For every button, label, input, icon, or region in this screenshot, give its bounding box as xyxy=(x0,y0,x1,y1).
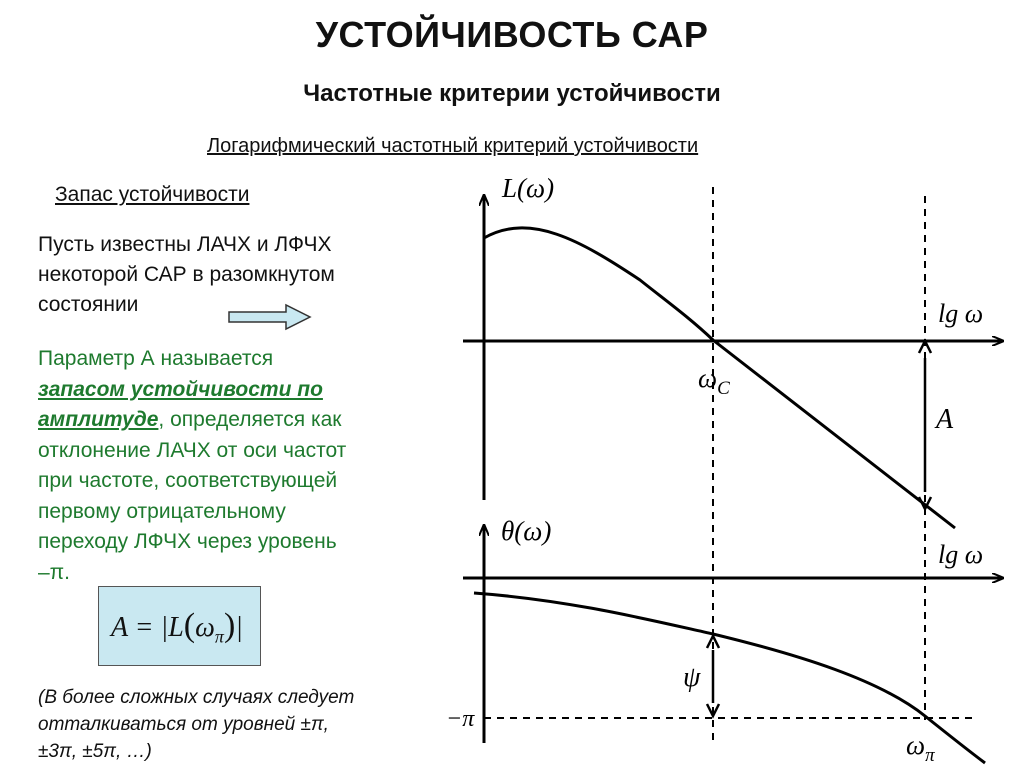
definition-term: запасом устойчивости по xyxy=(38,377,323,401)
page-subtitle: Частотные критерии устойчивости xyxy=(303,80,721,107)
definition-line: первому отрицательному xyxy=(38,499,286,523)
omega-c-subscript: C xyxy=(717,378,730,399)
a-label: A xyxy=(936,404,954,435)
minus-pi-label: −π xyxy=(446,706,475,732)
omega-pi-label xyxy=(906,730,935,766)
definition-line: отклонение ЛАЧХ от оси частот xyxy=(38,438,347,462)
criterion-heading: Логарифмический частотный критерий устойчивости xyxy=(207,135,699,157)
definition-line: переходу ЛФЧХ через уровень xyxy=(38,530,337,553)
intro-line: некоторой САР в разомкнутом xyxy=(38,263,335,286)
formula-l: L xyxy=(168,612,184,643)
theta-omega-label: θ(ω) xyxy=(501,516,552,546)
a-arrow-head-top xyxy=(919,341,931,353)
lg-omega-label-top: lg ω xyxy=(938,299,984,328)
page-title: УСТОЙЧИВОСТЬ САР xyxy=(315,14,709,55)
intro-line: состоянии xyxy=(38,293,139,316)
l-omega-label: L(ω) xyxy=(502,173,555,203)
formula-eq: = xyxy=(134,612,154,643)
stability-margin-heading: Запас устойчивости xyxy=(55,183,250,206)
formula-sub: π xyxy=(214,626,224,647)
omega-c-label xyxy=(698,363,730,399)
psi-label: ψ xyxy=(683,662,701,693)
formula: $A = |L(\omega_\pi)|$ xyxy=(111,607,243,647)
note-line: отталкиваться от уровней ±π, xyxy=(38,714,329,735)
definition-line: Параметр А называется xyxy=(38,347,274,370)
definition-line: при частоте, соответствующей xyxy=(38,469,338,492)
definition-term: амплитуде xyxy=(38,408,159,431)
definition-line: –π. xyxy=(38,560,71,584)
omega-symbol: ω xyxy=(906,730,926,760)
note-line: ±3π, ±5π, …) xyxy=(38,741,152,762)
definition-line-rest: , определяется как xyxy=(158,408,342,431)
lg-omega-label-bottom: lg ω xyxy=(938,540,984,569)
formula-omega: ω xyxy=(195,612,215,643)
omega-pi-subscript: π xyxy=(925,745,935,766)
note-line: (В более сложных случаях следует xyxy=(38,687,355,708)
omega-symbol: ω xyxy=(698,363,718,393)
intro-line: Пусть известны ЛАЧХ и ЛФЧХ xyxy=(38,233,332,256)
formula-a: A xyxy=(111,612,128,643)
